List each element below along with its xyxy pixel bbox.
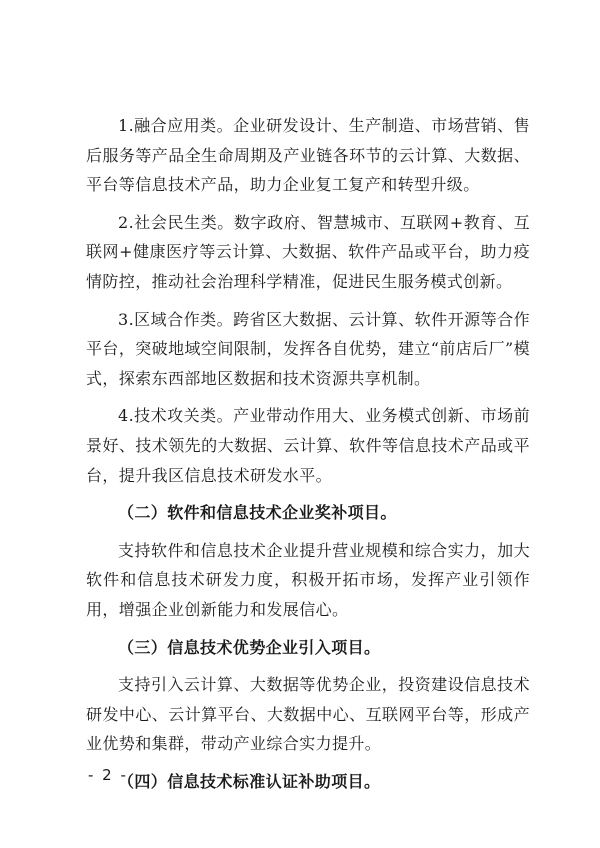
paragraph-social-livelihood: 2.社会民生类。数字政府、智慧城市、互联网+教育、互联网+健康医疗等云计算、大数据、软件产品或平台，助力疫情防控，推动社会治理科学精准，促进民生服务模式创新。 bbox=[86, 212, 530, 291]
paragraph-software-enterprise-support: 支持软件和信息技术企业提升营业规模和综合实力，加大软件和信息技术研发力度，积极开拓市场，发挥产业引领作用，增强企业创新能力和发展信心。 bbox=[86, 540, 530, 619]
paragraph-technology-research: 4.技术攻关类。产业带动作用大、业务模式创新、市场前景好、技术领先的大数据、云计算、软件等信息技术产品或平台，提升我区信息技术研发水平。 bbox=[86, 406, 530, 485]
document-body bbox=[86, 111, 530, 804]
section-heading-enterprise-introduction: （三）信息技术优势企业引入项目。 bbox=[118, 637, 381, 657]
section-heading-standard-certification: （四）信息技术标准认证补助项目。 bbox=[118, 771, 381, 791]
section-heading-software-enterprise-awards: （二）软件和信息技术企业奖补项目。 bbox=[118, 503, 397, 523]
paragraph-regional-cooperation: 3.区域合作类。跨省区大数据、云计算、软件开源等合作平台，突破地域空间限制，发挥各自优势，建立“前店后厂”模式，探索东西部地区数据和技术资源共享机制。 bbox=[86, 309, 530, 388]
paragraph-fusion-application: 1.融合应用类。企业研发设计、生产制造、市场营销、售后服务等产品全生命周期及产业链各环节的云计算、大数据、平台等信息技术产品，助力企业复工复产和转型升级。 bbox=[86, 116, 530, 195]
paragraph-enterprise-introduction: 支持引入云计算、大数据等优势企业，投资建设信息技术研发中心、云计算平台、大数据中心、互联网平台等，形成产业优势和集群，带动产业综合实力提升。 bbox=[86, 675, 530, 754]
page-number: - 2 - bbox=[88, 766, 128, 784]
